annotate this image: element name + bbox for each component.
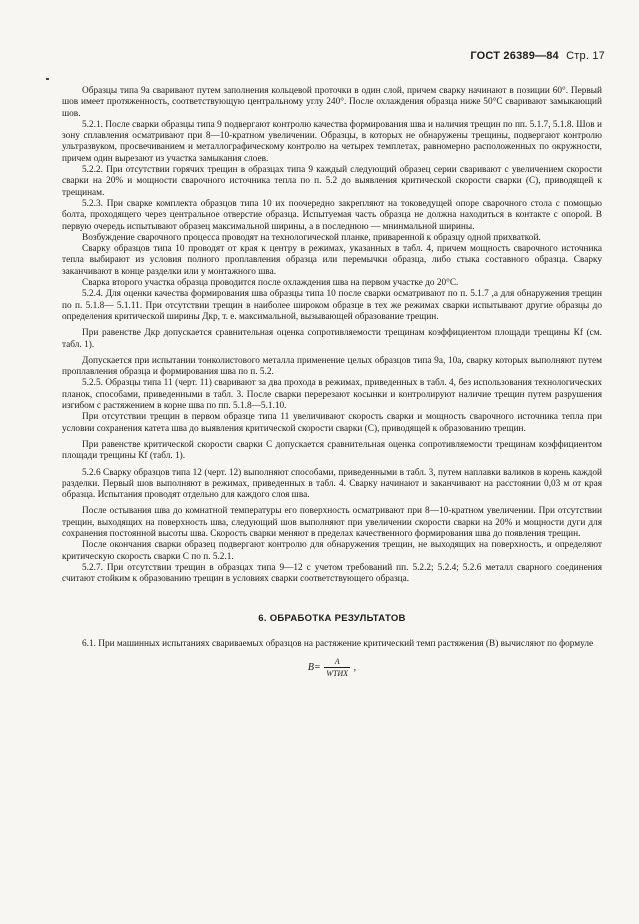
paragraph: 6.1. При машинных испытаниях свариваемых образцов на растяжение критический темп растяжения (В) вычисляют по формуле xyxy=(82,638,594,649)
standard-number: ГОСТ 26389—84 xyxy=(470,50,559,62)
formula xyxy=(62,656,602,680)
paragraph: Сварку образцов типа 10 проводят от края к центру в режимах, указанных в табл. 4, причем мощность сварочного источника тепла выбирают из условия полного проплавления образца или перемычки образца, либо стыка составного образца. Сварку заканчивают в конце разделки или у монтажного шва. xyxy=(62,244,602,277)
paragraph: 5.2.6 Сварку образцов типа 12 (черт. 12) выполняют способами, приведенными в табл. 3, путем наплавки валиков в корень каждой разделки. Первый шов выполняют в режимах, приведенных в табл. 4. Сварку начинают и заканчивают на расстоянии 0,03 м от края образца. Испытания проводят отдельно для каждого слоя шва. xyxy=(62,467,602,501)
formula-numerator: A xyxy=(324,656,350,668)
formula-lhs: B= xyxy=(307,662,321,674)
formula-denominator: WТИХ xyxy=(326,669,349,679)
paragraph: 5.2.7. При отсутствии трещин в образцах типа 9—12 с учетом требований пп. 5.2.2; 5.2.4; 5.2.6 металл сварного соединения считают стойким к образованию трещин в условиях сварки соответствующего образца. xyxy=(62,562,602,585)
paragraph: Допускается при испытании тонколистового металла применение целых образцов типа 9а, 10а, сварку которых выполняют путем проплавления образца и формирования шва по п. 5.2. xyxy=(62,355,602,378)
paragraph: При отсутствии трещин в первом образце типа 11 увеличивают скорость сварки и мощность сварочного источника тепла при условии сохранения катета шва до выявления критической скорости сварки (С), приводящей к образованию трещин. xyxy=(62,412,602,434)
paragraph: Образцы типа 9а сваривают путем заполнения кольцевой проточки в один слой, причем сварку начинают в позиции 60°. Первый шов имеет протяженность, соответствующую центральному углу 240°. После охлаждения образца ниже 50°С сваривают замыкающий шов. xyxy=(62,86,602,119)
document-body xyxy=(62,86,602,680)
formula-tail: , xyxy=(353,662,357,674)
page-number: Стр. 17 xyxy=(566,50,605,62)
paragraph: После окончания сварки образец подвергают контролю для обнаружения трещин, не выходящих на поверхность, и определяют критическую скорость сварки С по п. 5.2.1. xyxy=(62,540,602,562)
paragraph: 5.2.4. Для оценки качества формирования шва образцы типа 10 после сварки осматривают по п. 5.1.7 ,а для обнаружения трещин по п. 5.1.8— 5.1.11. При отсутствии трещин в наиболее широком образце в тех же режимах сварки испытывают другие образцы до определения критической ширины Дкр, т. е. максимальной, вызывающей образование трещин. xyxy=(62,289,602,322)
formula-fraction xyxy=(324,656,350,680)
page-header xyxy=(470,50,605,62)
paragraph: 5.2.5. Образцы типа 11 (черт. 11) сваривают за два прохода в режимах, приведенных в табл. 4, без использования технологических планок, способами, приведенными в табл. 3. После сварки перерезают косынки и контролируют наличие трещин путем разрушения изгибом с растяжением в корне шва по пп. 5.1.8—5.1.10. xyxy=(62,378,602,412)
paragraph: При равенстве Дкр допускается сравнительная оценка сопротивляемости трещинам коэффициентом площади трещины Кf (см. табл. 1). xyxy=(62,328,602,350)
paragraph: 5.2.1. После сварки образцы типа 9 подвергают контролю качества формирования шва и наличия трещин по пп. 5.1.7, 5.1.8. Шов и зону сплавления осматривают при 8—10-кратном увеличении. Образцы, в которых не обнаружены трещины, подвергают контролю ультразвуком, просвечиванием и металлографическому контролю на четырех темплетах, равномерно расположенных по окружности, причем один вырезают из участка замыкания слоев. xyxy=(62,119,602,164)
paragraph: Возбуждение сварочного процесса проводят на технологической планке, приваренной к образцу одной прихваткой. xyxy=(82,232,541,243)
margin-mark xyxy=(46,78,49,80)
section-heading: 6. ОБРАБОТКА РЕЗУЛЬТАТОВ xyxy=(258,613,406,625)
paragraph: При равенстве критической скорости сварки С допускается сравнительная оценка сопротивляемости трещинам коэффициентом площади трещины Кf (табл. 1). xyxy=(62,439,602,462)
paragraph: Сварка второго участка образца проводится после охлаждения шва на первом участке до 20°С. xyxy=(82,278,459,289)
paragraph: После остывания шва до комнатной температуры его поверхность осматривают при 8—10-кратном увеличении. При отсутствии трещин, выходящих на поверхность шва, следующий шов выполняют при увеличении скорости сварки на 20% и мощности дуги для сохранения постоянной высоты шва. Скорость сварки меняют в пределах качественного формирования шва до появления трещин. xyxy=(62,506,602,539)
paragraph: 5.2.3. При сварке комплекта образцов типа 10 их поочередно закрепляют на токоведущей опоре сварочного стола с помощью болта, проходящего через центральное отверстие образца. Испытуемая часть образца не должна находиться в контакте с опорой. В первую очередь испытывают образец максимальной ширины, а в последнюю — мнинмальной ширины. xyxy=(62,198,602,232)
paragraph: 5.2.2. При отсутствии горячих трещин в образцах типа 9 каждый следующий образец серии сваривают с увеличением скорости сварки на 20% и мощности сварочного источника тепла по п. 5.2 до выявления критической скорости сварки (С), приводящей к трещинам. xyxy=(62,165,602,198)
